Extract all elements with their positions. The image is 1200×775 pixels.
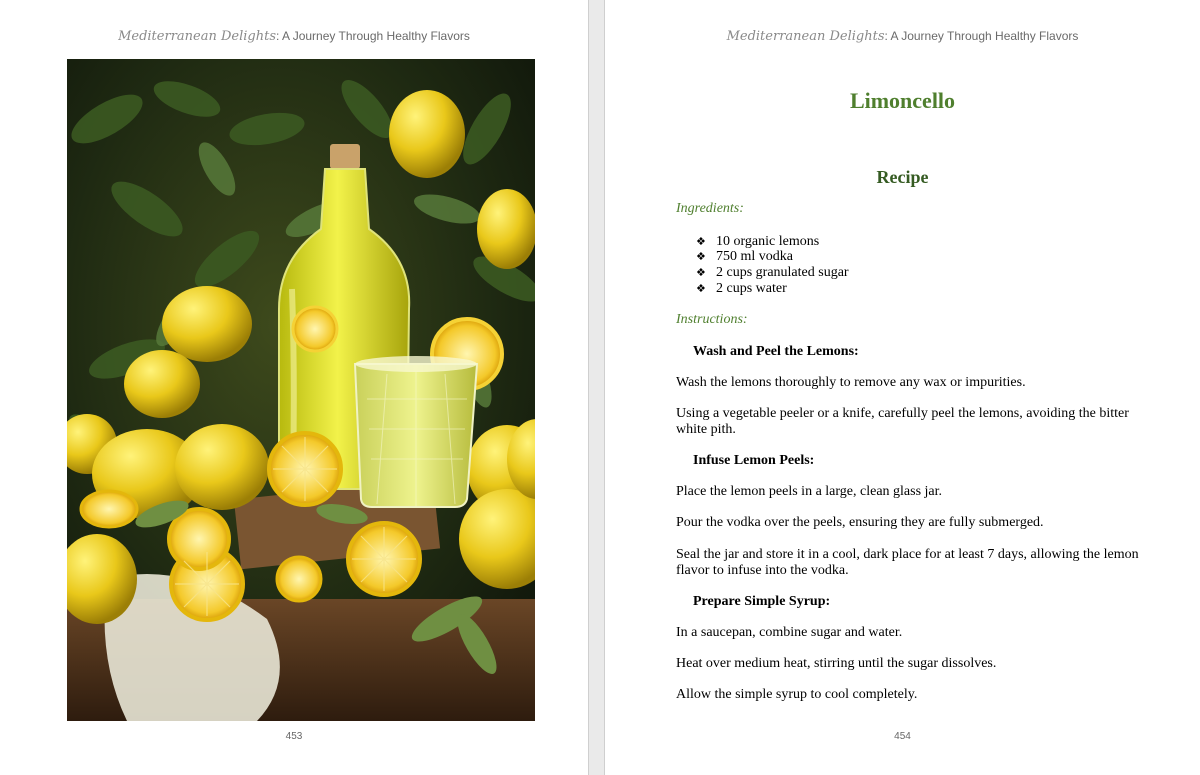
step-paragraph: Heat over medium heat, stirring until the sugar dissolves. — [676, 656, 997, 671]
step-paragraph: Allow the simple syrup to cool completely. — [676, 687, 918, 702]
step-paragraph: Using a vegetable peeler or a knife, carefully peel the lemons, avoiding the bitter white pith. — [676, 406, 1129, 437]
step-paragraph: Wash the lemons thoroughly to remove any wax or impurities. — [676, 375, 1026, 390]
left-page — [0, 0, 588, 775]
step-paragraph: Place the lemon peels in a large, clean glass jar. — [676, 484, 943, 499]
header-subtitle: : A Journey Through Healthy Flavors — [884, 29, 1079, 43]
step-paragraph: In a saucepan, combine sugar and water. — [676, 625, 903, 640]
bullet-icon: ❖ — [696, 235, 706, 248]
ingredients-label: Ingredients: — [676, 201, 744, 216]
step-paragraph: Seal the jar and store it in a cool, dark place for at least 7 days, allowing the lemon flavor to infuse into the vodka. — [676, 547, 1139, 578]
instructions-label: Instructions: — [676, 312, 748, 327]
page-number: 454 — [894, 731, 911, 742]
header-script-title: Mediterranean Delights — [726, 29, 885, 44]
header-subtitle: : A Journey Through Healthy Flavors — [276, 29, 470, 43]
ingredient-item: ❖ 2 cups water — [696, 281, 787, 296]
recipe-heading: Recipe — [876, 167, 929, 187]
header-script-title: Mediterranean Delights — [118, 29, 277, 44]
ingredient-item: ❖ 750 ml vodka — [696, 249, 793, 264]
bullet-icon: ❖ — [696, 266, 706, 279]
ingredient-item: ❖ 10 organic lemons — [696, 234, 820, 249]
recipe-title: Limoncello — [849, 88, 956, 113]
running-header — [605, 29, 1200, 44]
limoncello-photo — [67, 59, 535, 721]
ingredient-item: ❖ 2 cups granulated sugar — [696, 265, 849, 280]
bullet-icon: ❖ — [696, 282, 706, 295]
page-gutter — [588, 0, 605, 775]
running-header — [0, 29, 588, 44]
page-number: 453 — [285, 731, 303, 742]
step-heading: Prepare Simple Syrup: — [693, 594, 831, 609]
step-paragraph: Pour the vodka over the peels, ensuring they are fully submerged. — [676, 515, 1044, 530]
step-heading: Infuse Lemon Peels: — [693, 453, 815, 468]
bullet-icon: ❖ — [696, 250, 706, 263]
right-page — [605, 0, 1200, 775]
step-heading: Wash and Peel the Lemons: — [693, 344, 859, 359]
